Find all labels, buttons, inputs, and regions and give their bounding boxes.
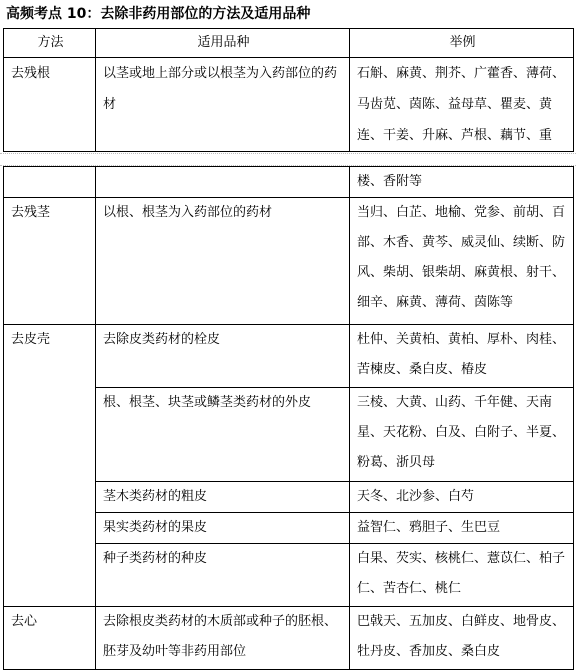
document-title: 高频考点 10：去除非药用部位的方法及适用品种 <box>6 6 311 22</box>
cell-examples: 天冬、北沙参、白芍 <box>350 482 574 513</box>
cell-method: 去残根 <box>4 58 96 152</box>
table-row <box>4 544 574 607</box>
cell-method <box>4 544 96 607</box>
table-row <box>4 482 574 513</box>
cell-method: 去心 <box>4 607 96 670</box>
header-scope: 适用品种 <box>96 29 350 58</box>
cell-examples: 杜仲、关黄柏、黄柏、厚朴、肉桂、苦楝皮、桑白皮、椿皮 <box>350 325 574 388</box>
cell-scope: 以根、根茎为入药部位的药材 <box>96 198 350 325</box>
cell-examples: 巴戟天、五加皮、白鲜皮、地骨皮、牡丹皮、香加皮、桑白皮 <box>350 607 574 670</box>
cell-method: 去皮壳 <box>4 325 96 388</box>
cell-scope: 茎木类药材的粗皮 <box>96 482 350 513</box>
table-row <box>4 198 574 325</box>
cell-examples: 白果、芡实、核桃仁、薏苡仁、柏子仁、苦杏仁、桃仁 <box>350 544 574 607</box>
cell-scope: 去除皮类药材的栓皮 <box>96 325 350 388</box>
cell-scope <box>96 167 350 198</box>
header-examples: 举例 <box>350 29 574 58</box>
cell-method: 去残茎 <box>4 198 96 325</box>
cell-scope: 果实类药材的果皮 <box>96 513 350 544</box>
cell-method <box>4 482 96 513</box>
table-row <box>4 607 574 670</box>
cell-scope: 去除根皮类药材的木质部或种子的胚根、胚芽及幼叶等非药用部位 <box>96 607 350 670</box>
cell-examples: 石斛、麻黄、荆芥、广藿香、薄荷、马齿苋、茵陈、益母草、瞿麦、黄连、干姜、升麻、芦根、藕节、重 <box>350 58 574 152</box>
table-row <box>4 325 574 388</box>
cell-examples: 当归、白芷、地榆、党参、前胡、百部、木香、黄芩、威灵仙、续断、防风、柴胡、银柴胡、麻黄根、射干、细辛、麻黄、薄荷、茵陈等 <box>350 198 574 325</box>
methods-table-part-1 <box>3 28 574 152</box>
cell-scope: 种子类药材的种皮 <box>96 544 350 607</box>
cell-examples: 楼、香附等 <box>350 167 574 198</box>
cell-method <box>4 388 96 482</box>
header-method: 方法 <box>4 29 96 58</box>
table-row <box>4 58 574 152</box>
page-break <box>0 153 576 166</box>
table-row <box>4 167 574 198</box>
cell-examples: 益智仁、鸦胆子、生巴豆 <box>350 513 574 544</box>
table-row <box>4 513 574 544</box>
table-row <box>4 388 574 482</box>
cell-method <box>4 513 96 544</box>
cell-examples: 三棱、大黄、山药、千年健、天南星、天花粉、白及、白附子、半夏、粉葛、浙贝母 <box>350 388 574 482</box>
methods-table-part-2 <box>3 166 574 670</box>
cell-scope: 以茎或地上部分或以根茎为入药部位的药材 <box>96 58 350 152</box>
table-header-row <box>4 29 574 58</box>
cell-scope: 根、根茎、块茎或鳞茎类药材的外皮 <box>96 388 350 482</box>
cell-method <box>4 167 96 198</box>
